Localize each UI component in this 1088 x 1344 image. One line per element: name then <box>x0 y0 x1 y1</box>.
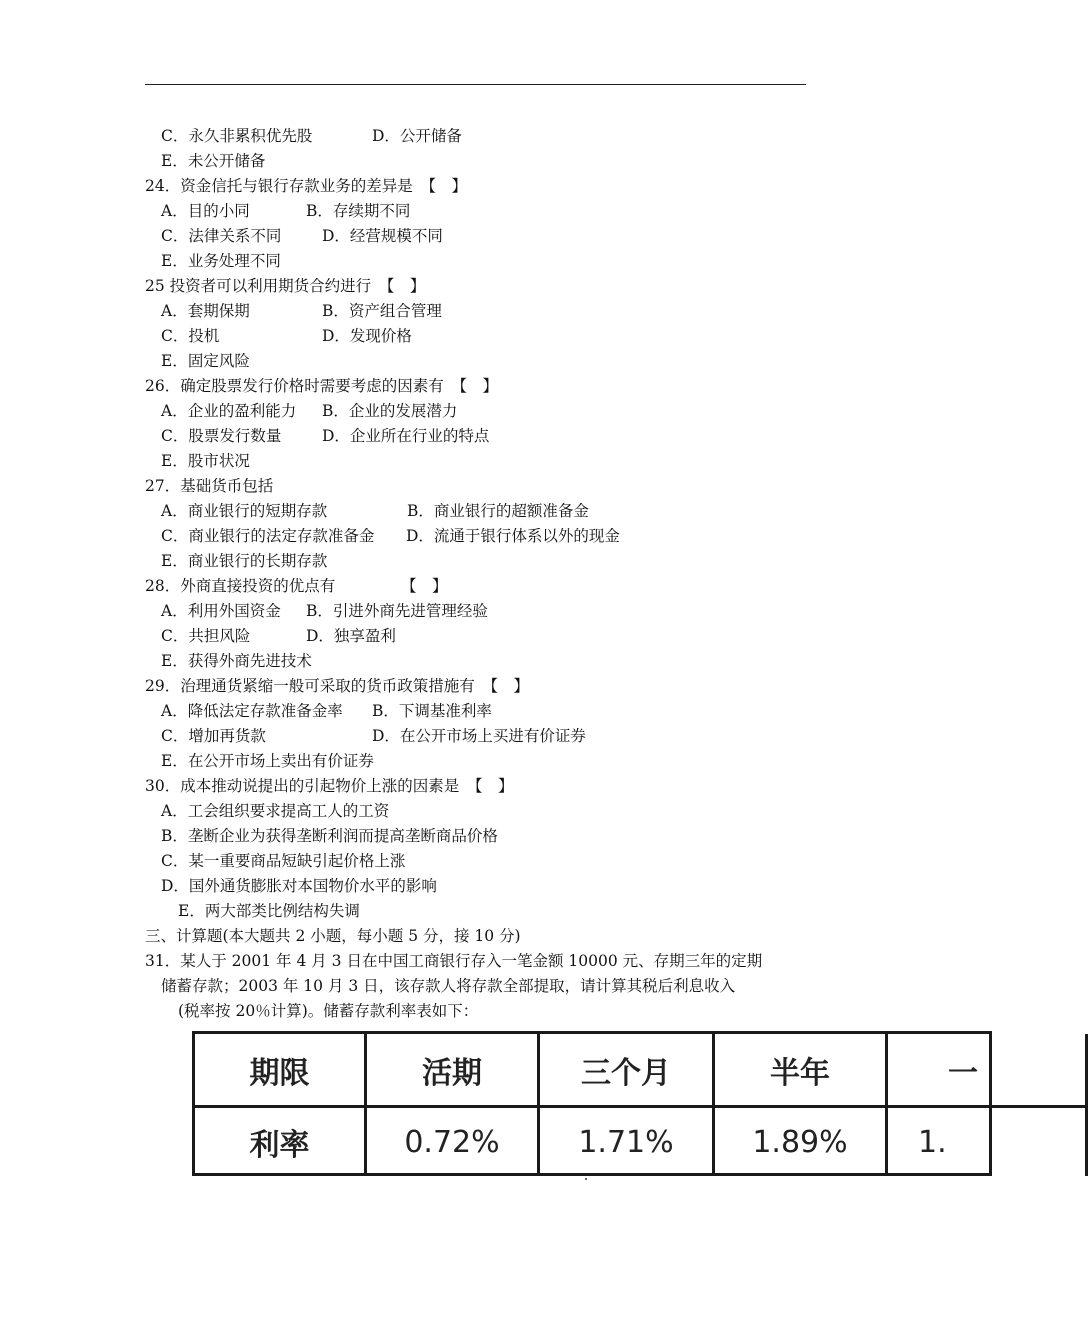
text-line <box>161 700 492 722</box>
option-d: D．发现价格 <box>322 327 412 345</box>
table-header-cell: 期限 <box>195 1034 367 1108</box>
text-line <box>161 750 374 772</box>
text-line <box>161 400 458 422</box>
option-d: D．企业所在行业的特点 <box>322 427 490 445</box>
answer-bracket: 【 】 <box>401 577 448 595</box>
text-line <box>161 625 396 647</box>
option-d: D．经营规模不同 <box>322 227 443 245</box>
option-d: D．国外通货膨胀对本国物价水平的影响 <box>161 877 437 895</box>
question-29 <box>145 675 529 697</box>
option-e: E．两大部类比例结构失调 <box>178 902 360 920</box>
option-b: B．资产组合管理 <box>322 302 442 320</box>
table-header-cell: 活期 <box>367 1034 540 1108</box>
text-line <box>161 725 586 747</box>
option-a: A．商业银行的短期存款 <box>161 502 328 520</box>
text-line <box>161 650 312 672</box>
table-row-label: 利率 <box>195 1108 367 1176</box>
question-stem: 27．基础货币包括 <box>145 477 274 495</box>
option-c: C．永久非累积优先股 <box>161 127 313 145</box>
text-line <box>161 200 411 222</box>
option-d: D．独享盈利 <box>306 627 396 645</box>
text-line <box>161 150 265 172</box>
text-line <box>161 450 250 472</box>
option-b: B．企业的发展潜力 <box>322 402 458 420</box>
option-c: C．股票发行数量 <box>161 427 282 445</box>
question-stem: 29．治理通货紧缩一般可采取的货币政策措施有 【 】 <box>145 677 529 695</box>
table-cell: 1.89% <box>715 1108 888 1176</box>
text-line <box>161 350 250 372</box>
option-a: A．工会组织要求提高工人的工资 <box>161 802 390 820</box>
text-line <box>161 225 443 247</box>
option-e: E．获得外商先进技术 <box>161 652 312 670</box>
option-a: A．利用外国资金 <box>161 602 281 620</box>
text-line <box>161 525 620 547</box>
option-c: C．共担风险 <box>161 627 251 645</box>
question-stem: 26．确定股票发行价格时需要考虑的因素有 【 】 <box>145 377 498 395</box>
scan-speck <box>585 1178 587 1180</box>
question-24 <box>145 175 467 197</box>
question-stem: 24．资金信托与银行存款业务的差异是 【 】 <box>145 177 467 195</box>
table-cell: 0.72% <box>367 1108 540 1176</box>
question-27 <box>145 475 273 497</box>
option-b: B．存续期不同 <box>306 202 411 220</box>
text-line <box>161 425 490 447</box>
option-c: C．法律关系不同 <box>161 227 282 245</box>
question-text-cont: (税率按 20％计算)。储蓄存款利率表如下： <box>178 1002 479 1020</box>
text-line <box>161 600 488 622</box>
text-line <box>161 850 405 872</box>
option-e: E．固定风险 <box>161 352 250 370</box>
option-a: A．目的小同 <box>161 202 250 220</box>
option-c: C．增加再货款 <box>161 727 266 745</box>
option-b: B．下调基准利率 <box>372 702 492 720</box>
text-line <box>161 300 442 322</box>
option-c: C．投机 <box>161 327 220 345</box>
table-cell: 1. <box>888 1108 1088 1176</box>
header-rule <box>145 84 806 85</box>
option-b: B．商业银行的超额准备金 <box>407 502 589 520</box>
text-line <box>161 800 389 822</box>
option-c: C．商业银行的法定存款准备金 <box>161 527 375 545</box>
text-line <box>161 125 462 147</box>
question-stem: 31．某人于 2001 年 4 月 3 日在中国工商银行存入一笔金额 10000 元、存期三年的定期 <box>145 952 763 970</box>
question-28 <box>145 575 448 597</box>
text-line <box>161 875 437 897</box>
text-line <box>161 975 735 997</box>
interest-rate-table <box>192 1031 992 1176</box>
option-d: D．在公开市场上买进有价证券 <box>372 727 586 745</box>
text-line <box>178 900 360 922</box>
table-header-cell: 一 <box>888 1034 1088 1108</box>
table-cell: 1.71% <box>540 1108 715 1176</box>
text-line <box>178 1000 478 1022</box>
text-line <box>161 250 281 272</box>
section-title: 三、计算题(本大题共 2 小题，每小题 5 分，接 10 分) <box>145 927 521 945</box>
option-d: D．公开储备 <box>372 127 462 145</box>
option-b: B．垄断企业为获得垄断利润而提高垄断商品价格 <box>161 827 498 845</box>
option-a: A．企业的盈利能力 <box>161 402 297 420</box>
question-stem: 28．外商直接投资的优点有 <box>145 577 336 595</box>
option-a: A．套期保期 <box>161 302 250 320</box>
option-e: E．商业银行的长期存款 <box>161 552 328 570</box>
question-25 <box>145 275 425 297</box>
text-line <box>161 500 589 522</box>
question-text-cont: 储蓄存款；2003 年 10 月 3 日，该存款人将存款全部提取，请计算其税后利息收入 <box>161 977 736 995</box>
table-header-cell: 半年 <box>715 1034 888 1108</box>
question-31 <box>145 950 762 972</box>
question-30 <box>145 775 513 797</box>
text-line <box>161 550 327 572</box>
question-26 <box>145 375 498 397</box>
text-line <box>161 325 412 347</box>
option-e: E．在公开市场上卖出有价证券 <box>161 752 374 770</box>
option-e: E．业务处理不同 <box>161 252 281 270</box>
option-e: E．股市状况 <box>161 452 250 470</box>
text-line <box>161 825 498 847</box>
question-stem: 30．成本推动说提出的引起物价上涨的因素是 【 】 <box>145 777 514 795</box>
option-e: E．未公开储备 <box>161 152 266 170</box>
option-a: A．降低法定存款准备金率 <box>161 702 343 720</box>
table-header-cell: 三个月 <box>540 1034 715 1108</box>
section-heading <box>145 925 521 947</box>
option-d: D．流通于银行体系以外的现金 <box>406 527 620 545</box>
option-c: C．某一重要商品短缺引起价格上涨 <box>161 852 406 870</box>
question-stem: 25 投资者可以利用期货合约进行 【 】 <box>145 277 426 295</box>
option-b: B．引进外商先进管理经验 <box>306 602 488 620</box>
